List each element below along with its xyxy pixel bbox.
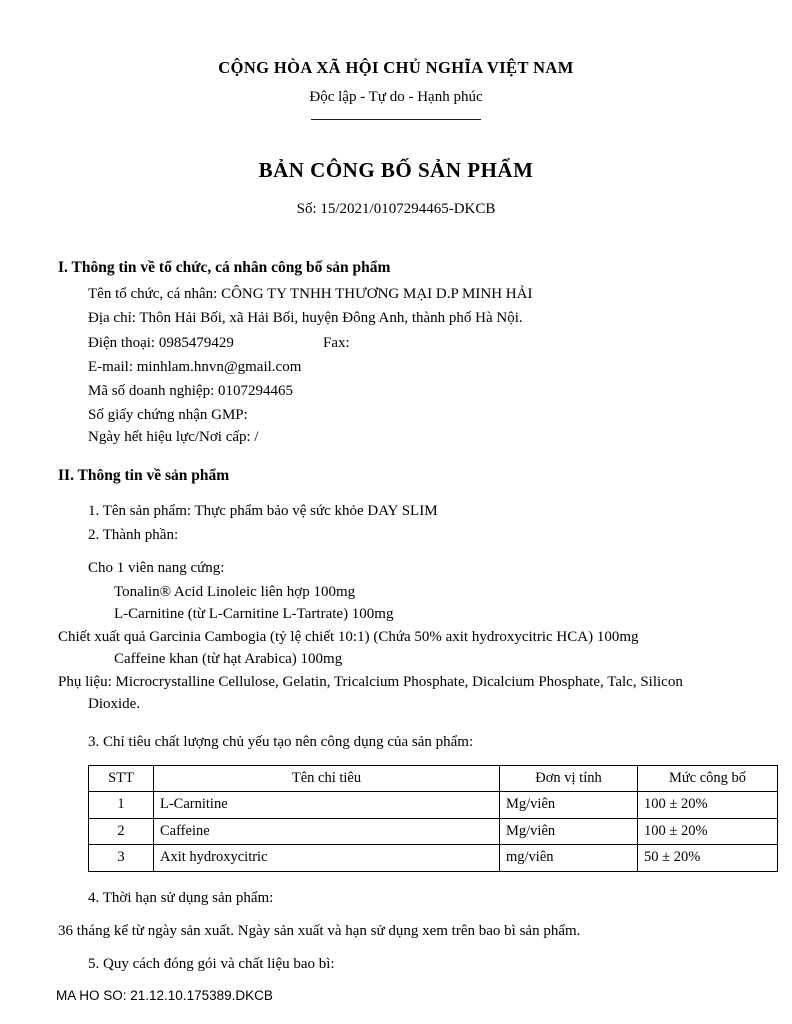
organization-address: Địa chỉ: Thôn Hải Bối, xã Hải Bối, huyện Đông Anh, thành phố Hà Nội. — [88, 310, 523, 327]
spacer — [58, 943, 732, 952]
cell-level: 50 ± 20% — [638, 845, 778, 871]
shelf-life-detail: 36 tháng kể từ ngày sản xuất. Ngày sản xuất và hạn sử dụng xem trên bao bì sản phẩm. — [58, 923, 581, 940]
product-name: 1. Tên sản phẩm: Thực phẩm bảo vệ sức khỏe DAY SLIM — [88, 502, 438, 519]
file-code-footer: MA HO SO: 21.12.10.175389.DKCB — [56, 988, 273, 1003]
cell-level: 100 ± 20% — [638, 792, 778, 818]
page-title: BẢN CÔNG BỐ SẢN PHẨM — [258, 158, 534, 182]
spacer — [58, 716, 732, 730]
column-header-stt: STT — [89, 765, 154, 791]
excipients: Phụ liệu: Microcrystalline Cellulose, Gelatin, Tricalcium Phosphate, Dicalcium Phosphate, Talc, Silicon Dioxide. — [58, 673, 687, 713]
ingredient-item: Chiết xuất quả Garcinia Cambogia (tỷ lệ chiết 10:1) (Chứa 50% axit hydroxycitric HCA) 100mg — [58, 628, 639, 645]
spec-table-wrapper — [58, 765, 747, 872]
section-1-heading: I. Thông tin về tổ chức, cá nhân công bố sản phẩm — [58, 259, 391, 276]
packaging-heading: 5. Quy cách đóng gói và chất liệu bao bì: — [88, 956, 335, 973]
cell-criteria: Caffeine — [154, 818, 500, 844]
table-header-row — [89, 765, 778, 791]
national-header — [0, 0, 792, 120]
contact-row — [58, 331, 732, 355]
cell-unit: Mg/viên — [500, 792, 638, 818]
cell-unit: Mg/viên — [500, 818, 638, 844]
column-header-unit: Đơn vị tính — [500, 765, 638, 791]
cell-stt: 2 — [89, 818, 154, 844]
republic-title: CỘNG HÒA XÃ HỘI CHỦ NGHĨA VIỆT NAM — [218, 58, 574, 77]
quality-criteria-heading: 3. Chỉ tiêu chất lượng chủ yếu tạo nên công dụng của sản phẩm: — [88, 733, 474, 750]
quality-spec-table — [88, 765, 778, 872]
composition-heading: 2. Thành phần: — [88, 527, 179, 543]
national-motto: Độc lập - Tự do - Hạnh phúc — [309, 89, 483, 105]
cell-unit: mg/viên — [500, 845, 638, 871]
gmp-certificate: Số giấy chứng nhận GMP: — [88, 406, 248, 423]
spacer — [58, 872, 732, 886]
per-capsule-label: Cho 1 viên nang cứng: — [88, 560, 225, 577]
document-body — [0, 255, 792, 977]
cell-criteria: Axit hydroxycitric — [154, 845, 500, 871]
ingredient-item: L-Carnitine (từ L-Carnitine L-Tartrate) 100mg — [114, 606, 394, 623]
expiry-issuer: Ngày hết hiệu lực/Nơi cấp: / — [88, 429, 259, 446]
ingredient-item: Tonalin® Acid Linoleic liên hợp 100mg — [114, 583, 356, 600]
organization-name: Tên tổ chức, cá nhân: CÔNG TY TNHH THƯƠNG MẠI D.P MINH HẢI — [88, 286, 533, 303]
cell-level: 100 ± 20% — [638, 818, 778, 844]
email-address: E-mail: minhlam.hnvn@gmail.com — [88, 359, 302, 375]
cell-stt: 1 — [89, 792, 154, 818]
table-row — [89, 818, 778, 844]
business-code: Mã số doanh nghiệp: 0107294465 — [88, 383, 293, 400]
cell-criteria: L-Carnitine — [154, 792, 500, 818]
table-row — [89, 845, 778, 871]
shelf-life-heading: 4. Thời hạn sử dụng sản phẩm: — [88, 889, 274, 906]
document-number: Số: 15/2021/0107294465-DKCB — [296, 201, 496, 217]
spacer — [58, 547, 732, 556]
spacer — [58, 490, 732, 499]
cell-stt: 3 — [89, 845, 154, 871]
header-divider — [311, 119, 481, 120]
phone-number: Điện thoại: 0985479429 — [88, 334, 234, 351]
fax-number: Fax: — [323, 334, 350, 351]
section-2-heading: II. Thông tin về sản phẩm — [58, 466, 230, 484]
ingredient-item: Caffeine khan (từ hạt Arabica) 100mg — [114, 651, 343, 668]
spacer — [58, 910, 732, 919]
column-header-level: Mức công bố — [638, 765, 778, 791]
table-row — [89, 792, 778, 818]
column-header-criteria: Tên chỉ tiêu — [154, 765, 500, 791]
spacer — [58, 449, 732, 463]
